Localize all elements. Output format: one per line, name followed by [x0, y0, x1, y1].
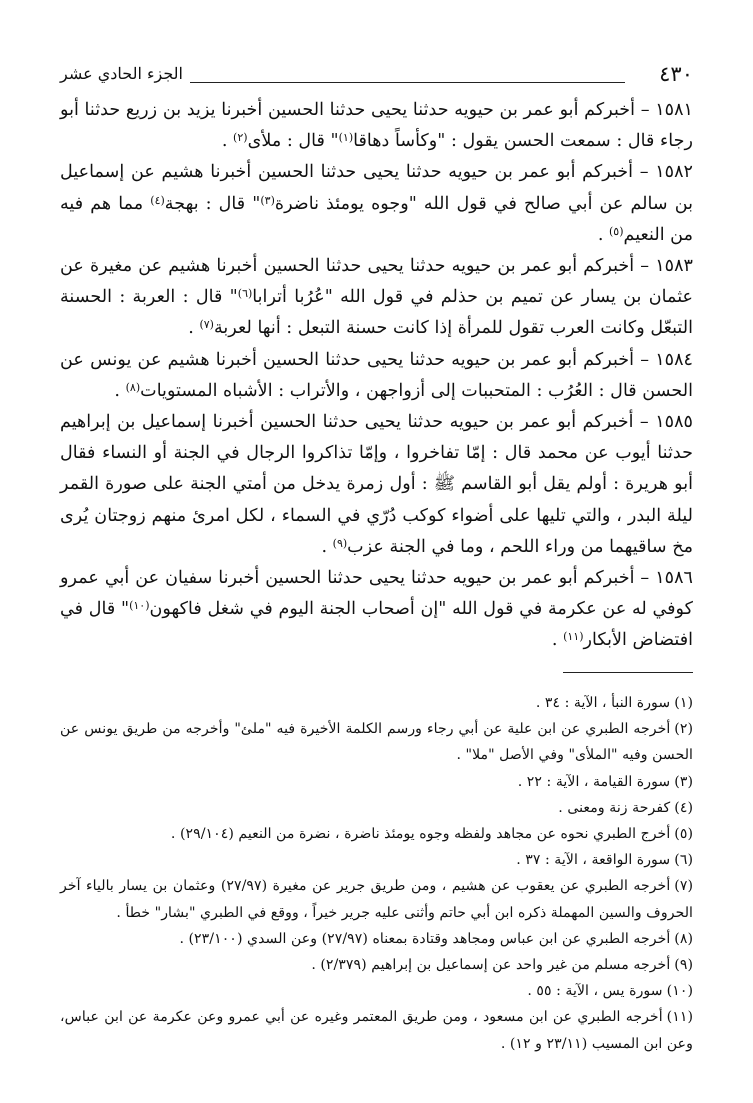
footnote-ref: (٤)	[150, 193, 165, 207]
footnotes	[60, 690, 693, 1057]
footnote-ref: (١١)	[563, 630, 584, 644]
hadith-paragraph: ١٥٨١ – أخبركم أبو عمر بن حيويه حدثنا يحيى حدثنا الحسين أخبرنا يزيد بن زريع حدثنا أبو رجاء قال : سمعت الحسن يقول : "وكأساً دهاقا$^{(١)}$" قال : ملأى$^{(٢)}$ .	[60, 100, 693, 152]
page-number: ٤٣٠	[659, 62, 693, 86]
footnote-ref: (٨)	[125, 380, 141, 394]
main-text	[60, 95, 693, 657]
hadith-paragraph: ١٥٨٦ – أخبركم أبو عمر بن حيويه حدثنا يحيى حدثنا الحسين أخبرنا سفيان عن أبي عمرو كوفي له عن عكرمة في قول الله "إن أصحاب الجنة اليوم في شغل فاكهون$^{(١٠)}$" قال في افتضاض الأبكار$^{(١١)}$ .	[60, 568, 694, 651]
footnote: (٧)أخرجه الطبري عن يعقوب عن هشيم ، ومن طريق جرير عن مغيرة (٢٧/٩٧) وعثمان بن يسار بالياء آخر الحروف والسين المهملة ذكره ابن أبي حاتم وأثنى عليه جرير خيراً ، ووقع في الطبري "بشار" خطأ .	[60, 878, 693, 921]
footnote-ref: (٣)	[260, 193, 275, 207]
footnote-ref: (٢)	[233, 131, 248, 145]
footnote: (١)سورة النبأ ، الآية : ٣٤ .	[535, 695, 693, 711]
hadith-paragraph: ١٥٨٢ – أخبركم أبو عمر بن حيويه حدثنا يحيى حدثنا الحسين أخبرنا هشيم عن إسماعيل بن سالم عن أبي صالح في قول الله "وجوه يومئذ ناضرة$^{(٣)}$" قال : بهجة$^{(٤)}$ مما هم فيه من النعيم$^{(٥)}$ .	[60, 162, 693, 245]
footnote: (٤)كفرحة زنة ومعنى .	[558, 799, 693, 816]
footnote: (٣)سورة القيامة ، الآية : ٢٢ .	[517, 773, 693, 790]
hadith-paragraph: ١٥٨٣ – أخبركم أبو عمر بن حيويه حدثنا يحيى حدثنا الحسين أخبرنا هشيم عن مغيرة عن عثمان بن يسار عن تميم بن حذلم في قول الله "عُرُبا أترابا$^{(٦)}$" قال : العربة : الحسنة التبعّل وكانت العرب تقول للمرأة إذا كانت حسنة التبعل : أنها لعربة$^{(٧)}$ .	[60, 256, 694, 339]
footnote-ref: (١٠)	[129, 599, 150, 613]
footnote: (٨)أخرجه الطبري عن ابن عباس ومجاهد وقتادة بمعناه (٢٧/٩٧) وعن السدي (٢٣/١٠٠) .	[179, 930, 693, 947]
footnote-ref: (٧)	[199, 318, 214, 332]
footnote-ref: (٩)	[332, 536, 348, 550]
footnote: (١٠)سورة يس ، الآية : ٥٥ .	[527, 983, 693, 1000]
header-rule	[190, 82, 625, 83]
page-header	[60, 62, 693, 90]
footnote: (٥)أخرج الطبري نحوه عن مجاهد ولفظه وجوه يومئذ ناضرة ، نضرة من النعيم (٢٩/١٠٤) .	[170, 826, 693, 843]
hadith-paragraph: ١٥٨٥ – أخبركم أبو عمر بن حيويه حدثنا يحيى حدثنا الحسين أخبرنا إسماعيل بن إبراهيم حدثنا أيوب عن محمد قال : إمّا تفاخروا ، وإمّا تذاكروا الرجال في الجنة أو النساء فقال أبو هريرة : أولم يقل أبو القاسم ﷺ : أول زمرة يدخل من أمتي الجنة على صورة القمر ليلة البدر ، والتي تليها على أضواء كوكب دُرّي في السماء ، لكل امرئ منهم زوجتان يُرى مخ ساقيهما من وراء اللحم ، وما في الجنة عزب$^{(٩)}$ .	[60, 412, 693, 557]
footnote: (٢)أخرجه الطبري عن ابن علية عن أبي رجاء ورسم الكلمة الأخيرة فيه "ملئ" وأخرجه من طريق يونس عن الحسن وفيه "الملأى" وفي الأصل "ملا" .	[60, 721, 693, 764]
hadith-paragraph: ١٥٨٤ – أخبركم أبو عمر بن حيويه حدثنا يحيى حدثنا الحسين أخبرنا هشيم عن يونس عن الحسن قال : العُرُب : المتحببات إلى أزواجهن ، والأتراب : الأشباه المستويات$^{(٨)}$ .	[60, 349, 693, 401]
footnote: (٩)أخرجه مسلم من غير واحد عن إسماعيل بن إبراهيم (٢/٣٧٩) .	[311, 957, 693, 974]
footnote-ref: (٦)	[237, 287, 253, 301]
footnote: (١١)أخرجه الطبري عن ابن مسعود ، ومن طريق المعتمر وغيره عن أبي عمرو وعن عكرمة عن ابن عباس، وعن ابن المسيب (٢٣/١١ و ١٢) .	[60, 1009, 693, 1052]
footnote: (٦)سورة الواقعة ، الآية : ٣٧ .	[516, 852, 693, 869]
footnote-ref: (١)	[338, 131, 354, 145]
part-title: الجزء الحادي عشر	[60, 64, 183, 83]
footnote-separator	[563, 672, 693, 673]
footnote-ref: (٥)	[609, 224, 624, 238]
